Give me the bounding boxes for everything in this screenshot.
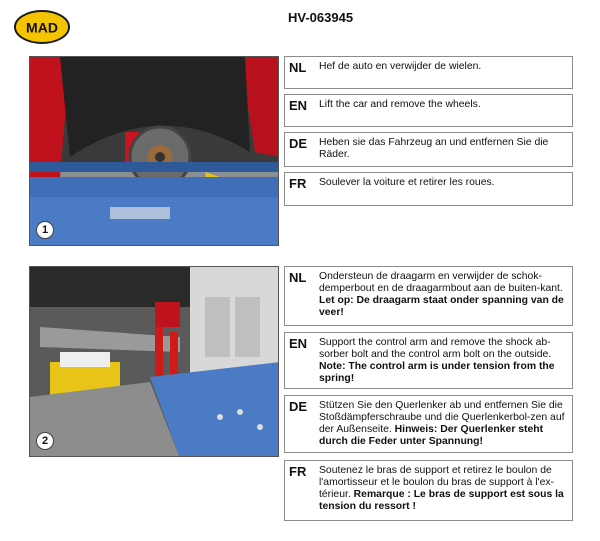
instruction-text: Heben sie das Fahrzeug an und entfernen Sie die Räder. xyxy=(319,137,549,160)
logo-text: MAD xyxy=(26,19,58,36)
instruction-warning: Hinweis: Der Querlenker steht durch die Feder unter Spannung! xyxy=(319,424,544,447)
language-code: DE xyxy=(289,399,308,414)
language-code: NL xyxy=(289,270,307,285)
step-1-instruction-en xyxy=(284,94,573,127)
step-1-photo xyxy=(29,56,279,246)
language-code: NL xyxy=(289,60,307,75)
instruction-warning: Let op: De draagarm staat onder spanning van de veer! xyxy=(319,295,564,318)
instruction-text: Ondersteun de draagarm en verwijder de schok-demperbout en de draagarmbout aan de buiten-kant. xyxy=(319,271,563,294)
language-code: FR xyxy=(289,176,307,191)
step-2-instruction-fr xyxy=(284,460,573,521)
step-1-instruction-fr xyxy=(284,172,573,206)
step-2-number: 2 xyxy=(36,432,54,450)
instruction-text: Soulever la voiture et retirer les roues. xyxy=(319,177,495,188)
instruction-warning: Note: The control arm is under tension from the spring! xyxy=(319,361,555,384)
step-1-number: 1 xyxy=(36,221,54,239)
instruction-text: Soutenez le bras de support et retirez le boulon de l'amortisseur et le boulon du bras de support à l'ex-térieur. xyxy=(319,465,554,500)
mad-logo xyxy=(14,9,70,45)
language-code: EN xyxy=(289,98,308,113)
instruction-text: Stützen Sie den Querlenker ab und entfernen Sie die Stoßdämpferschraube und die Querlenkerbol-zen auf der Außenseite. xyxy=(319,400,565,435)
instruction-text: Support the control arm and remove the shock ab-sorber bolt and the control arm bolt on the outside. xyxy=(319,337,552,360)
step-1-instruction-de xyxy=(284,132,573,167)
language-code: DE xyxy=(289,136,308,151)
language-code: EN xyxy=(289,336,308,351)
step-2-instruction-de xyxy=(284,395,573,453)
step-2-instruction-en xyxy=(284,332,573,389)
instruction-text: Lift the car and remove the wheels. xyxy=(319,99,481,110)
step-2-photo xyxy=(29,266,279,457)
document-code: HV-063945 xyxy=(288,10,354,25)
language-code: FR xyxy=(289,464,307,479)
instruction-text: Hef de auto en verwijder de wielen. xyxy=(319,61,482,72)
step-2-instruction-nl xyxy=(284,266,573,326)
step-1-instruction-nl xyxy=(284,56,573,89)
instruction-warning: Remarque : Le bras de support est sous la tension du ressort ! xyxy=(319,489,564,512)
